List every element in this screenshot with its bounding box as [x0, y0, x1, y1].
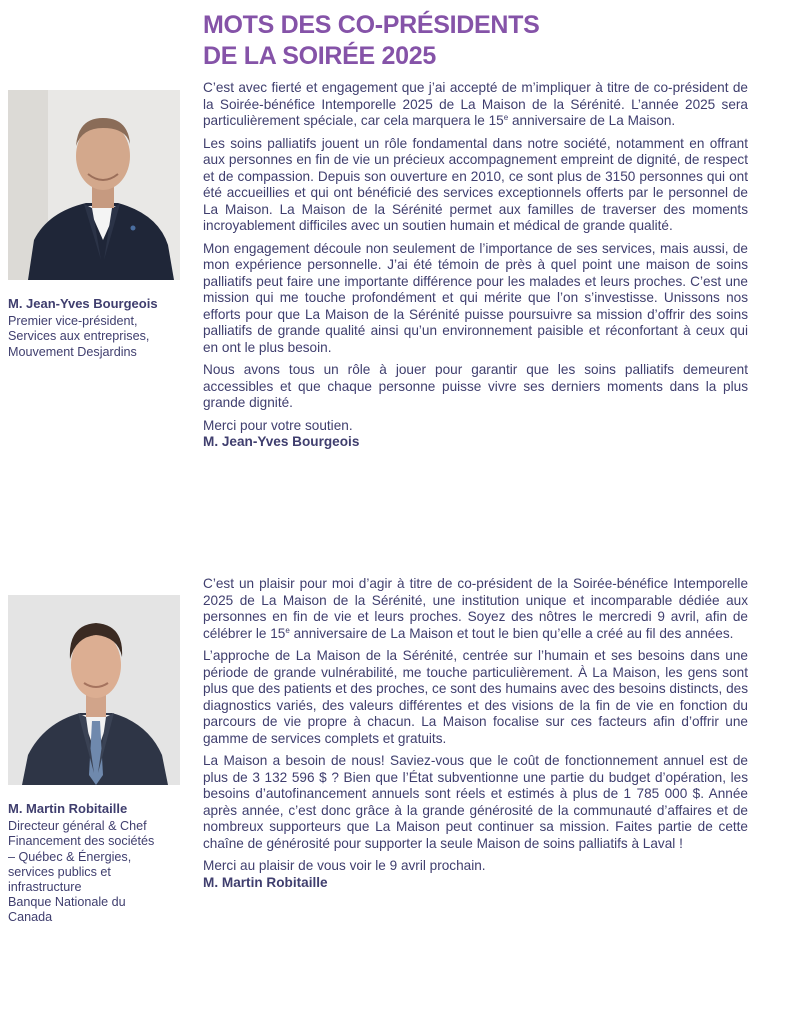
letter-paragraph: C’est un plaisir pour moi d’agir à titre de co-président de la Soirée-bénéfice Intemporelle 2025 de La Maison de la Sérénité, une institution unique et incomparable dédiée aux personnes en fin de vie et leurs proches. Soyez des nôtres le mercredi 9 avril, afin de célébrer le 15e anniversaire de La Maison et tout le bien qu’elle a créé au fil des années.: [203, 576, 748, 641]
portrait-photo-bourgeois: [8, 90, 180, 280]
president-name: M. Jean-Yves Bourgeois: [8, 296, 158, 311]
president-title-line: Services aux entreprises,: [8, 329, 150, 344]
page-title-line-1: MOTS DES CO-PRÉSIDENTS: [203, 11, 540, 39]
president-title-line: Financement des sociétés: [8, 834, 155, 849]
president-title-line: infrastructure: [8, 880, 82, 895]
letter-signature: M. Martin Robitaille: [203, 874, 328, 890]
letter-signature: M. Jean-Yves Bourgeois: [203, 434, 360, 449]
president-caption-bourgeois: [8, 296, 193, 360]
portrait-photo-robitaille: [8, 595, 180, 785]
president-title-line: Premier vice-président,: [8, 314, 138, 329]
president-title-line: services publics et: [8, 864, 111, 879]
president-title-line: Mouvement Desjardins: [8, 344, 137, 359]
letter-bourgeois: [203, 80, 748, 457]
president-caption-robitaille: [8, 801, 193, 926]
letter-paragraph: La Maison a besoin de nous! Saviez-vous que le coût de fonctionnement annuel est de plus de 3 132 596 $ ? Bien que l’État subventionne une partie du budget d’opération, les besoins d’autofinancement annuels sont réels et estimés à plus de 1 785 000 $. Année après année, c’est donc grâce à la grande générosité de la communauté d’affaires et de nombreux supporteurs que La Maison peut continuer sa mission. Faites partie de cette chaîne de générosité pour supporter la seule Maison de soins palliatifs à Laval !: [203, 753, 748, 851]
letter-closing: Merci pour votre soutien.: [203, 417, 353, 433]
letter-paragraph: L’approche de La Maison de la Sérénité, centrée sur l’humain et ses besoins dans une période de grande vulnérabilité, me touche particulièrement. À La Maison, les gens sont plus que des patients et des proches, ce sont des humains avec des besoins distincts, des diagnostics variés, des valeurs différentes et des visions de la fin de vie en fonction du parcours de vie propre à chacun. La Maison focalise sur ces facteurs afin d’offrir une gamme de services complets et gratuits.: [203, 648, 748, 746]
president-title-line: Canada: [8, 910, 53, 925]
president-title-line: Directeur général & Chef: [8, 819, 147, 834]
letter-paragraph: Nous avons tous un rôle à jouer pour garantir que les soins palliatifs demeurent accessibles et que chaque personne puisse vivre ses derniers moments dans la plus grande dignité.: [203, 362, 748, 410]
letter-paragraph: Les soins palliatifs jouent un rôle fondamental dans notre société, notamment en offrant aux personnes en fin de vie un précieux accompagnement empreint de dignité, de respect et de compassion. Depuis son ouverture en 2010, ce sont plus de 3150 personnes qui ont été accueillies et qui ont bénéficié des services exceptionnels offerts par le personnel de La Maison. La Maison de la Sérénité permet aux familles de traverser des moments incroyablement difficiles avec un soutien humain et médical de grande qualité.: [203, 135, 748, 233]
letter-paragraph: C’est avec fierté et engagement que j’ai accepté de m’impliquer à titre de co-président de la Soirée-bénéfice Intemporelle 2025 de La Maison de la Sérénité. L’année 2025 sera particulièrement spéciale, car cela marquera le 15e anniversaire de La Maison.: [203, 80, 748, 128]
letter-closing: Merci au plaisir de vous voir le 9 avril prochain.: [203, 858, 486, 873]
president-name: M. Martin Robitaille: [8, 801, 128, 816]
page-title-line-2: DE LA SOIRÉE 2025: [203, 42, 436, 70]
letter-paragraph: Mon engagement découle non seulement de l’importance de ses services, mais aussi, de mon expérience personnelle. J’ai été témoin de près à quel point une maison de soins palliatifs peut faire une importante différence pour les malades et leurs proches. C’est une mission qui me touche profondément et qui mérite que l’on s’investisse. Unissons nos efforts pour que La Maison de la Sérénité puisse poursuivre sa mission d’offrir des soins palliatifs de grande qualité ainsi qu’un environnement paisible et réconfortant à ceux qui en ont le plus besoin.: [203, 240, 748, 355]
page-title: [203, 10, 763, 72]
president-title-line: Banque Nationale du: [8, 895, 126, 910]
letter-robitaille: [203, 576, 748, 897]
president-title-line: – Québec & Énergies,: [8, 849, 132, 864]
